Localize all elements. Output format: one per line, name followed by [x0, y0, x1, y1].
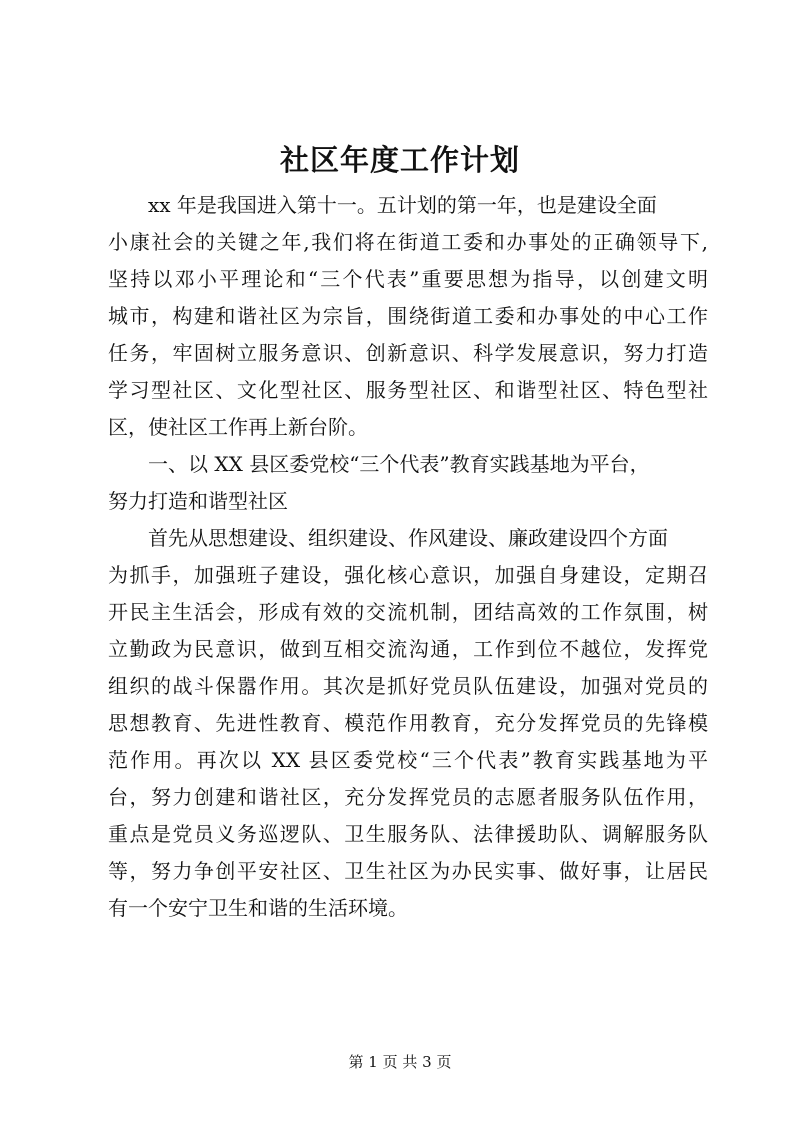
text-line: 学习型社区、文化型社区、服务型社区、和谐型社区、特色型社	[108, 378, 708, 402]
text-line: 努力打造和谐型社区	[108, 489, 288, 513]
text-line: 小康社会的关键之年,我们将在街道工委和办事处的正确领导下,	[108, 230, 708, 254]
text-line: 城市，构建和谐社区为宗旨，围绕街道工委和办事处的中心工作	[108, 304, 708, 328]
text-line: 有一个安宁卫生和谐的生活环境。	[108, 896, 408, 920]
section-heading-1	[108, 446, 708, 520]
text-line: 立勤政为民意识，做到互相交流沟通，工作到位不越位，发挥党	[108, 637, 708, 661]
paragraph-intro	[108, 187, 708, 446]
text-line: 为抓手，加强班子建设，强化核心意识，加强自身建设，定期召	[108, 563, 708, 587]
text-line: 首先从思想建设、组织建设、作风建设、廉政建设四个方面	[148, 526, 668, 550]
paragraph-section-1	[108, 520, 708, 927]
text-line: 台，努力创建和谐社区，充分发挥党员的志愿者服务队伍作用，	[108, 785, 708, 809]
text-line: 开民主生活会，形成有效的交流机制，团结高效的工作氛围，树	[108, 600, 708, 624]
text-line: 区，使社区工作再上新台阶。	[108, 415, 368, 439]
text-line: 坚持以邓小平理论和“三个代表”重要思想为指导，以创建文明	[108, 267, 708, 291]
text-line: 一、以 XX 县区委党校“三个代表”教育实践基地为平台，	[148, 452, 650, 476]
document-title: 社区年度工作计划	[279, 143, 520, 177]
text-line: 组织的战斗保嚣作用。其次是抓好党员队伍建设，加强对党员的	[108, 674, 708, 698]
text-line: 任务，牢固树立服务意识、创新意识、科学发展意识，努力打造	[108, 341, 708, 365]
text-line: 等，努力争创平安社区、卫生社区为办民实事、做好事，让居民	[108, 859, 708, 883]
text-line: 思想教育、先进性教育、模范作用教育，充分发挥党员的先锋模	[108, 711, 708, 735]
text-line: 范作用。再次以 XX 县区委党校“三个代表”教育实践基地为平	[108, 748, 708, 772]
text-line: 重点是党员义务巡逻队、卫生服务队、法律援助队、调解服务队	[108, 822, 708, 846]
page-footer: 第 1 页 共 3 页	[348, 1053, 452, 1071]
text-line: xx 年是我国进入第十一。五计划的第一年，也是建设全面	[148, 193, 657, 217]
document-body	[108, 187, 708, 927]
